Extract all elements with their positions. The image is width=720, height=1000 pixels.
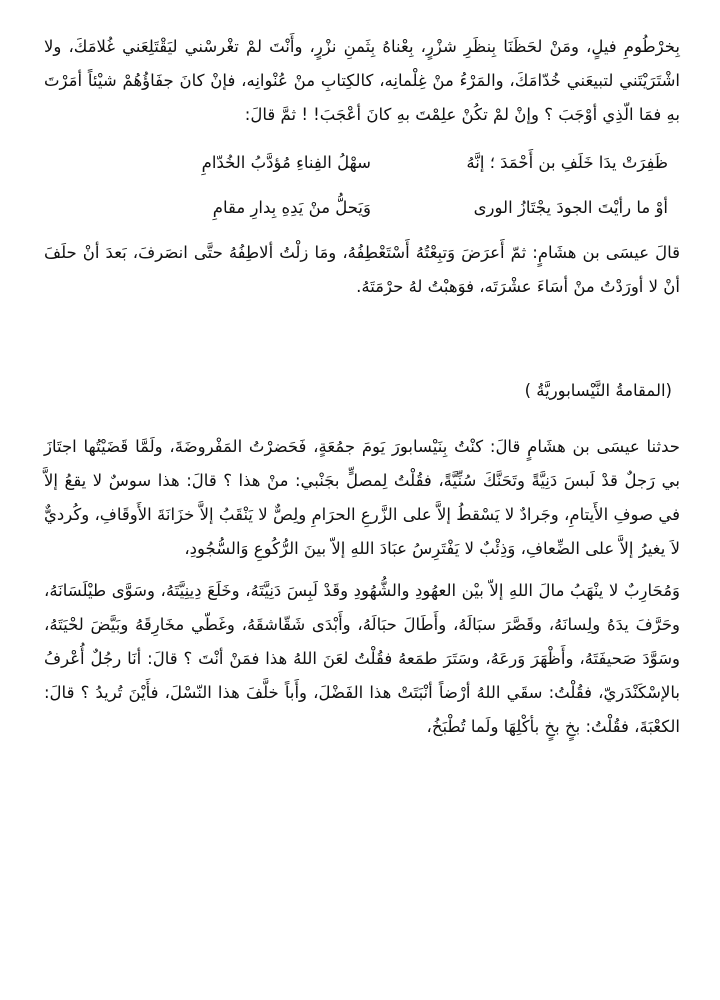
paragraph-bottom-1: حدثنا عيسَى بن هشَامٍ قالَ: كنْتُ بِنَيْسابورَ يَومَ جمُعَةٍ، فَحَضرْتُ المَفْروضَةَ، ولَمَّا قَضَيْتُها اجتَازَ بي رَجلٌ قدْ لَبسَ دَنِيَّةً وتَحَنَّكَ سُنِّيَّةً، فقُلْتُ لِمصلٍّ بجَنْبي: منْ هذا ؟ قالَ: هذا سوسٌ لا يقعُ إلاَّ في صوفِ الأَيتامِ، وجَرادٌ لا يَسْقطُ إلاَّ على الزَّرعِ الحرَامِ ولِصٌّ لا يَنْقَبُ إلاَّ خزَانَةَ الأَوقَافِ، وكُرديٌّ لاَ يغيرُ إلاَّ على الضِّعافِ، وَذِئْبٌ لا يَفْتَرِسُ عبَادَ اللهِ إلاّ بينَ الرُّكُوعِ وَالسُّجُودِ، — [44, 437, 680, 558]
paragraph-bottom-2: وَمُحَارِبٌ لا ينْهَبُ مالَ اللهِ إلاّ بيْن العهُودِ والشُّهُودِ وقَدْ لَبِسَ دَنِيَّتَهُ، وخَلَعَ دِينِيَّتَهُ، وسَوَّى طيْلَسَانَهُ، وحَرَّفَ يدَهُ ولِسانَهُ، وقَصَّرَ سبَالَهُ، وأَطَالَ حبَالَهُ، وأَبْدَى شَقّاشقَهُ، وغَطّي مخَارِقَهُ وبَيَّضَ لحْيَتَهُ، وسَوَّدَ صَحيفَتَهُ، وأَظْهَرَ وَرعَهُ، وسَتَرَ طمَعهُ فقُلْتُ لعَنَ اللهُ هذا فمَنْ أنْتَ ؟ قالَ: أنَا رجُلٌ أُعْرفُ بالإسْكَنْدَريّ، فقُلْتُ: سقَي اللهُ أرْضاً أنْبَتَتْ هذا الفَضْلَ، وأَباً خلَّفَ هذا النّسْلَ، فأَيْنَ تُريدُ ؟ قالَ: الكعْبَةَ، فقُلْتُ: بخٍ بخٍ بأكْلِهَا ولَما تُطْبَخُ، — [44, 581, 680, 736]
book-page — [44, 30, 680, 744]
verse-1-first-hemistich: ظَفِرَتْ يدَا خَلَفِ بن أَحْمَدَ ؛ إنَّهُ — [466, 153, 668, 172]
verse-1-second-hemistich: سهْلُ الفِناءِ مُؤدَّبُ الخُدّامِ — [201, 153, 371, 172]
verse-2-second-hemistich: وَيَحلُّ منْ يَدِهِ بِدارِ مقامِ — [212, 198, 371, 217]
section-title: (المقامةُ النَّيْسابوريَّةُ ) — [524, 381, 672, 400]
verse-2-first-hemistich: أوْ ما رأيْتَ الجودَ يجْتَازُ الورى — [473, 198, 668, 217]
verse-block — [44, 146, 680, 225]
paragraph-top-1: بِخرْطُومِ فيلٍ، ومَنْ لحَظَنَا بِنظَرِ شزْرٍ، بِعْناهُ بِثَمنِ نزْرٍ، وأَنْتَ لمْ تغْرسْني ليَقْتَلِعَني غُلامَكَ، ولا اشْتَرَيْتَني لتبيعَني خُدّامَكَ، والمَرْءُ منْ غِلْمانِه، كالكِتابِ منْ عُنْوانِه، فإنْ كانَ جفَاؤُهُمْ شيْئاً أمَرْتَ بهِ فمَا الّذِي أوْجَبَ ؟ وإنْ لمْ تكُنْ علِمْتَ بهِ كانَ أعْجَبَ! ! ثمَّ قالَ: — [44, 37, 680, 124]
verse-2 — [44, 191, 680, 225]
verse-1 — [44, 146, 680, 180]
paragraph-after-verses: قالَ عيسَى بن هشَامٍ: ثمّ أَعرَضَ وَتبِعْتُهُ أَسْتَعْطِفُهُ، ومَا زلْتُ ألاطِفُهُ حتَّى انصَرفَ، بَعدَ أنْ حلَفَ أنْ لا أورَدْتُ منْ أسَاءَ عشْرَتَه، فوَهبْتُ لهُ حرْمَتَهُ. — [44, 243, 680, 296]
